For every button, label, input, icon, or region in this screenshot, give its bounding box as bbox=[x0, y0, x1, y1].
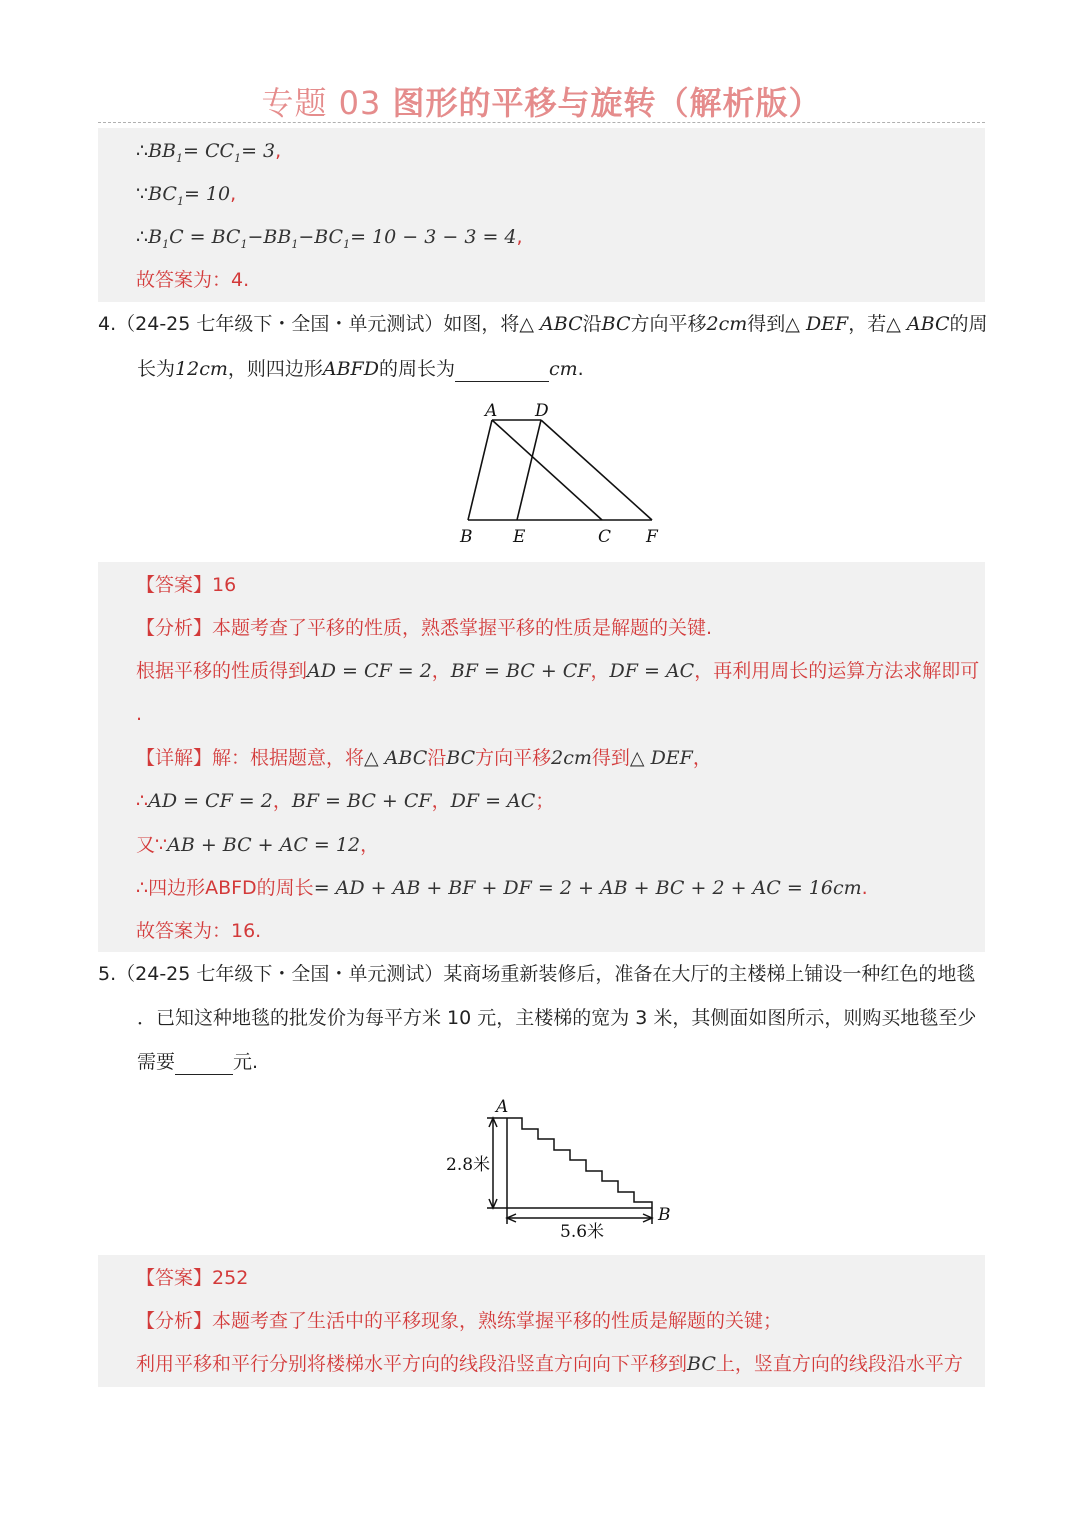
label-b: B bbox=[658, 1205, 671, 1225]
q4-analysis: 【分析】本题考查了平移的性质，熟悉掌握平移的性质是解题的关键. bbox=[136, 617, 713, 639]
q5-analysis-2: 利用平移和平行分别将楼梯水平方向的线段沿竖直方向向下平移到BC上，竖直方向的线段沿水平方 bbox=[136, 1353, 963, 1375]
q4-line-1: 4.（24-25 七年级下・全国・单元测试）如图，将△ ABC沿BC方向平移2cm得到△ DEF，若△ ABC的周 bbox=[98, 313, 988, 335]
seg-ab bbox=[468, 420, 492, 520]
label-d: D bbox=[535, 401, 549, 421]
seg-de bbox=[517, 420, 541, 520]
q4-analysis-2-end: . bbox=[136, 703, 143, 725]
stair-steps bbox=[507, 1118, 652, 1208]
label-a: A bbox=[485, 401, 498, 421]
label-c: C bbox=[598, 527, 612, 547]
title-main: 图形的平移与旋转（解析版） bbox=[392, 84, 822, 122]
q5-staircase-figure bbox=[440, 1094, 680, 1244]
seg-df bbox=[541, 420, 652, 520]
q5-line-1: 5.（24-25 七年级下・全国・单元测试）某商场重新装修后，准备在大厅的主楼梯上铺设一种红色的地毯 bbox=[98, 963, 976, 985]
prev-line-3: $\therefore B_1C = BC_1-BB_1-BC_1= 10 - 3 - 3 = 4$, bbox=[136, 226, 523, 251]
width-label: 5.6米 bbox=[560, 1222, 605, 1242]
q4-line-2: 长为12cm，则四边形ABFD的周长为 cm. bbox=[137, 355, 584, 382]
q5-answer-box bbox=[98, 1255, 985, 1387]
seg-ac bbox=[492, 420, 602, 520]
q4-trapezoid-figure bbox=[440, 396, 680, 551]
q5-source: （24-25 七年级下・全国・单元测试） bbox=[116, 963, 444, 985]
q5-number: 5. bbox=[98, 963, 117, 985]
q4-answer: 【答案】16 bbox=[136, 574, 237, 596]
height-label: 2.8米 bbox=[446, 1155, 491, 1175]
page-header bbox=[98, 72, 985, 123]
label-a: A bbox=[496, 1097, 509, 1117]
title-prefix: 专题 03 bbox=[261, 84, 393, 122]
q5-answer: 【答案】252 bbox=[136, 1267, 249, 1289]
q4-number: 4. bbox=[98, 313, 117, 335]
label-b: B bbox=[460, 527, 473, 547]
q4-answer-blank bbox=[455, 355, 549, 382]
q5-answer-blank bbox=[175, 1048, 233, 1075]
page-title bbox=[98, 78, 985, 124]
q4-detail: 【详解】解：根据题意，将△ ABC沿BC方向平移2cm得到△ DEF， bbox=[136, 747, 712, 769]
label-f: F bbox=[646, 527, 658, 547]
prev-line-2: $\because BC_1= 10$, bbox=[136, 183, 237, 208]
q4-detail-2: ∴AD = CF = 2，BF = BC + CF，DF = AC； bbox=[136, 790, 555, 812]
q4-detail-3: 又∵AB + BC + AC = 12， bbox=[136, 834, 380, 856]
q4-detail-4: ∴四边形ABFD的周长= AD + AB + BF + DF = 2 + AB + BC + 2 + AC = 16cm. bbox=[136, 877, 868, 899]
prev-line-1: $\therefore BB_1= CC_1= 3$, bbox=[136, 140, 282, 165]
q4-analysis-2: 根据平移的性质得到AD = CF = 2，BF = BC + CF，DF = AC，再利用周长的运算方法求解即可 bbox=[136, 660, 980, 682]
q4-source: （24-25 七年级下・全国・单元测试） bbox=[116, 313, 444, 335]
q5-line-3: 需要 元. bbox=[137, 1048, 258, 1075]
q4-answer-box bbox=[98, 562, 985, 952]
q5-analysis: 【分析】本题考查了生活中的平移现象，熟练掌握平移的性质是解题的关键； bbox=[136, 1310, 783, 1332]
prev-final-answer: 故答案为：4. bbox=[136, 269, 250, 291]
q4-final-answer: 故答案为：16. bbox=[136, 920, 262, 942]
label-e: E bbox=[513, 527, 526, 547]
prev-solution-box bbox=[98, 128, 985, 302]
q5-line-2: ．已知这种地毯的批发价为每平方米 10 元，主楼梯的宽为 3 米，其侧面如图所示，则购买地毯至少 bbox=[137, 1007, 977, 1029]
